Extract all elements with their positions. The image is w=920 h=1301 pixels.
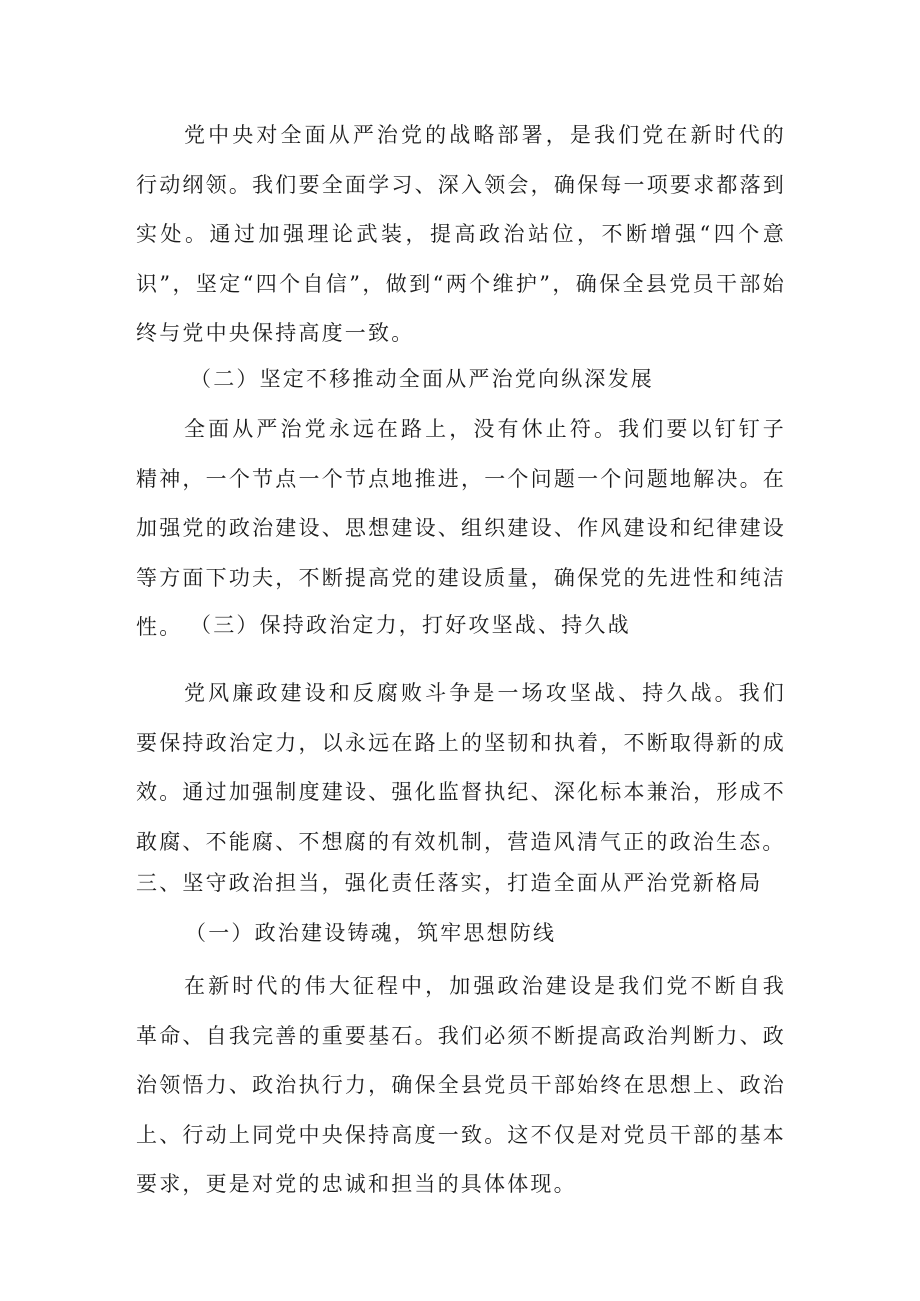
subheading-two: （二）坚定不移推动全面从严治党向纵深发展 [190,367,654,391]
subheading-three: （三）保持政治定力，打好攻坚战、持久战 [190,613,631,637]
paragraph-political-construction: 在新时代的伟大征程中，加强政治建设是我们党不断自我革命、自我完善的重要基石。我们必须不断提高政治判断力、政治领悟力、政治执行力，确保全县党员干部始终在思想上、政治上、行动上同党中央保持高度一致。这不仅是对党员干部的基本要求，更是对党的忠诚和担当的具体体现。 [136,974,786,1196]
subheading-one: （一）政治建设铸魂，筑牢思想防线 [185,921,557,945]
paragraph-strict-governance-on-the-road: 全面从严治党永远在路上，没有休止符。我们要以钉钉子精神，一个节点一个节点地推进，一个问题一个问题地解决。在加强党的政治建设、思想建设、组织建设、作风建设和纪律建设等方面下功夫，不断提高党的建设质量，确保党的先进性和纯洁性。 [136,417,786,639]
section-heading-three: 三、坚守政治担当，强化责任落实，打造全面从严治党新格局 [136,871,763,895]
paragraph-anti-corruption: 党风廉政建设和反腐败斗争是一场攻坚战、持久战。我们要保持政治定力，以永远在路上的坚韧和执着，不断取得新的成效。通过加强制度建设、强化监督执纪、深化标本兼治，形成不敢腐、不能腐、不想腐的有效机制，营造风清气正的政治生态。 [136,681,786,854]
paragraph-party-central-deployment: 党中央对全面从严治党的战略部署，是我们党在新时代的行动纲领。我们要全面学习、深入领会，确保每一项要求都落到实处。通过加强理论武装，提高政治站位，不断增强“四个意识”，坚定“四个自信”，做到“两个维护”，确保全县党员干部始终与党中央保持高度一致。 [136,123,786,345]
